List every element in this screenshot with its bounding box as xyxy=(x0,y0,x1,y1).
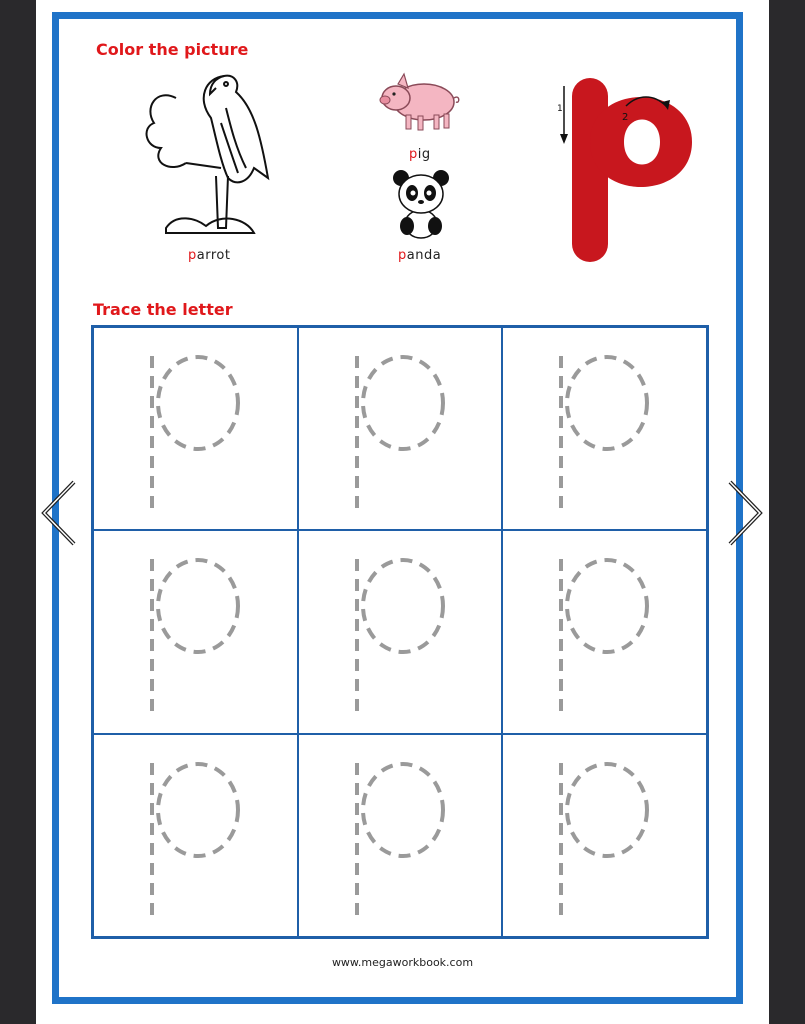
trace-cell[interactable] xyxy=(93,734,298,937)
panda-icon xyxy=(389,168,453,240)
worksheet-page xyxy=(36,0,769,1024)
dashed-letter-p xyxy=(94,328,298,531)
panda-caption: panda xyxy=(398,248,442,263)
dashed-letter-p xyxy=(94,735,298,938)
trace-cell[interactable] xyxy=(298,327,503,530)
dashed-letter-p xyxy=(503,735,707,938)
color-heading: Color the picture xyxy=(96,40,249,59)
stroke-number-2: 2 xyxy=(622,112,629,123)
dashed-letter-p xyxy=(94,531,298,734)
footer-url: www.megaworkbook.com xyxy=(331,956,474,969)
letter-p-model xyxy=(542,72,702,272)
trace-cell[interactable] xyxy=(502,327,707,530)
parrot-icon xyxy=(136,68,276,243)
trace-cell[interactable] xyxy=(298,530,503,733)
chevron-right-icon[interactable] xyxy=(724,478,768,548)
trace-heading: Trace the letter xyxy=(93,300,233,319)
trace-grid xyxy=(91,325,709,939)
trace-cell[interactable] xyxy=(298,734,503,937)
dashed-letter-p xyxy=(299,735,503,938)
stroke-number-1: 1 xyxy=(557,104,563,114)
chevron-left-icon[interactable] xyxy=(36,478,80,548)
dashed-letter-p xyxy=(503,531,707,734)
dashed-letter-p xyxy=(299,328,503,531)
left-dark-margin xyxy=(0,0,36,1024)
trace-cell[interactable] xyxy=(93,327,298,530)
dashed-letter-p xyxy=(299,531,503,734)
trace-cell[interactable] xyxy=(93,530,298,733)
dashed-letter-p xyxy=(503,328,707,531)
right-dark-margin xyxy=(769,0,805,1024)
trace-cell[interactable] xyxy=(502,734,707,937)
pig-icon xyxy=(378,70,462,136)
parrot-caption: parrot xyxy=(188,248,231,263)
trace-cell[interactable] xyxy=(502,530,707,733)
pig-caption: pig xyxy=(409,147,431,162)
